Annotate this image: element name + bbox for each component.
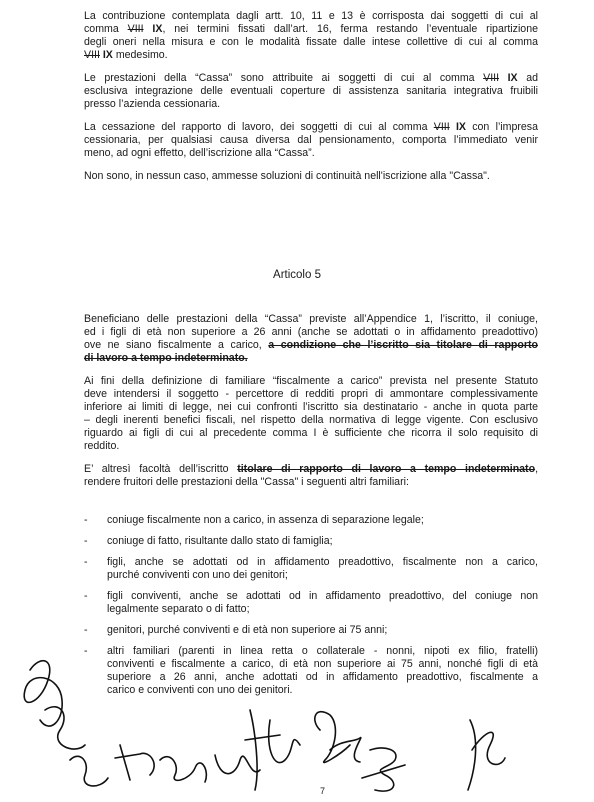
signature-2 xyxy=(115,745,154,780)
list-dash: - xyxy=(84,556,88,568)
text-line: Ai fini della definizione di familiare “fiscalmente a carico” prevista nel presente Statuto xyxy=(84,375,538,387)
text-line: Beneficiano delle prestazioni della “Cassa” previste all’Appendice 1, l’iscritto, il coniuge, xyxy=(84,313,538,325)
signature-3 xyxy=(245,710,280,790)
inserted-text: IX xyxy=(507,72,518,84)
list-item-text xyxy=(107,590,538,616)
text-line: genitori, purché conviventi e di età non superiore ai 75 anni; xyxy=(107,624,388,636)
text-line: figli conviventi, anche se adottati od in affidamento preadottivo, del coniuge non xyxy=(107,590,538,602)
text-line: riguardo ai figli di cui al precedente comma I è sufficiente che ricorra il solo requisito di xyxy=(84,427,538,439)
text-run: con l’impresa xyxy=(465,121,538,133)
text-line: superiore a 26 anni, anche adottati od in affidamento preadottivo, fiscalmente a xyxy=(107,671,538,683)
list-dash: - xyxy=(84,624,88,636)
deleted-text: VIII xyxy=(127,23,144,35)
text-line: carico e conviventi con uno dei genitori. xyxy=(107,684,293,696)
deleted-text: VIII xyxy=(483,72,500,84)
text-run: Le prestazioni della “Cassa” sono attribuite ai soggetti di cui al comma xyxy=(84,72,484,84)
text-line: legalmente separato o di fatto; xyxy=(107,603,250,615)
text-line: reddito. xyxy=(84,440,120,452)
list-item xyxy=(84,535,538,548)
signature-1 xyxy=(24,661,62,726)
list-item xyxy=(84,590,538,616)
text-line: conviventi e fiscalmente a carico, di età non superiore ai 75 anni, nonché figli di età xyxy=(107,658,538,670)
deleted-text: titolare di rapporto di lavoro a tempo indeterminato xyxy=(237,463,536,475)
inserted-text: IX xyxy=(455,121,466,133)
text-line: cessionaria, per qualsiasi causa diversa dal pensionamento, comporta l’immediato venir xyxy=(84,134,538,146)
text-line xyxy=(84,23,538,36)
paragraph xyxy=(84,72,538,111)
paragraph xyxy=(84,170,538,183)
article-paragraphs xyxy=(84,313,538,499)
list-item xyxy=(84,514,538,527)
list-item-text xyxy=(107,514,538,527)
paragraph xyxy=(84,313,538,365)
signature-4 xyxy=(315,712,350,763)
list-dash: - xyxy=(84,535,88,547)
list-item-text xyxy=(107,624,538,637)
list-item xyxy=(84,556,538,582)
text-line: – degli inerenti benefici fiscali, nel rispetto della normativa di legge vigente. Con esclusivo xyxy=(84,414,538,426)
text-line xyxy=(84,49,538,62)
paragraph xyxy=(84,10,538,62)
inserted-text: IX xyxy=(152,23,163,35)
text-line: ed i figli di età non superiore a 26 anni (anche se adottati o in affidamento preadottivo) xyxy=(84,326,538,338)
article-title: Articolo 5 xyxy=(273,269,321,281)
text-line xyxy=(84,339,538,352)
deleted-text: di lavoro a tempo indeterminato. xyxy=(84,352,248,364)
text-line: altri familiari (parenti in linea retta o collaterale - nonni, nipoti ex filio, fratelli) xyxy=(107,645,538,657)
deleted-text: a condizione che l’iscritto sia titolare di rapporto xyxy=(268,339,538,351)
text-line: deve intendersi il soggetto - percettore di redditi propri di ammontare complessivamente xyxy=(84,388,538,400)
signatures-scribble xyxy=(0,650,594,800)
text-line xyxy=(84,463,538,476)
text-line: degli oneri nella misura e con le modalità fissate dalle intese collettive di cui al comma xyxy=(84,36,538,48)
text-line: rendere fruitori delle prestazioni della "Cassa" i seguenti altri familiari: xyxy=(84,476,409,488)
text-line: esclusiva integrazione delle eventuali coperture di assistenza sanitaria integrativa fruibili xyxy=(84,85,538,97)
list-item-text xyxy=(107,556,538,582)
text-run xyxy=(499,72,508,84)
text-line: La contribuzione contemplata dagli artt. 10, 11 e 13 è corrisposta dai soggetti di cui al xyxy=(84,10,538,22)
text-line xyxy=(84,352,538,365)
text-line: Non sono, in nessun caso, ammesse soluzioni di continuità nell'iscrizione alla "Cassa". xyxy=(84,170,490,182)
text-line: figli, anche se adottati od in affidamento preadottivo, fiscalmente non a carico, xyxy=(107,556,538,568)
text-line: coniuge di fatto, risultante dallo stato di famiglia; xyxy=(107,535,333,547)
text-run: ad xyxy=(517,72,538,84)
text-line xyxy=(84,121,538,134)
signature-6 xyxy=(468,720,505,790)
text-run: E’ altresì facoltà dell’iscritto xyxy=(84,463,238,475)
list-dash: - xyxy=(84,590,88,602)
text-run: , nei termini fissati dall’art. 16, ferma restando l’eventuale ripartizione xyxy=(162,23,538,35)
page-number: 7 xyxy=(320,786,326,796)
deleted-text: VIII xyxy=(433,121,450,133)
paragraph xyxy=(84,121,538,160)
text-run: , xyxy=(535,463,538,475)
intro-paragraphs xyxy=(84,10,538,193)
text-run: comma xyxy=(84,23,128,35)
list-item-text xyxy=(107,535,538,548)
text-line: inferiore ai limiti di legge, nei cui confronti l’iscritto sia destinatario - anche in quota parte xyxy=(84,401,538,413)
text-line xyxy=(84,72,538,85)
inserted-text: IX xyxy=(102,49,113,61)
list-item xyxy=(84,624,538,637)
text-run: La cessazione del rapporto di lavoro, dei soggetti di cui al comma xyxy=(84,121,434,133)
deleted-text: VIII xyxy=(84,49,100,61)
paragraph xyxy=(84,375,538,453)
text-line: coniuge fiscalmente non a carico, in assenza di separazione legale; xyxy=(107,514,424,526)
text-line: purché conviventi con uno dei genitori; xyxy=(107,569,288,581)
text-line: presso l’azienda cessionaria. xyxy=(84,98,221,110)
paragraph xyxy=(84,463,538,489)
text-run: medesimo. xyxy=(112,49,168,61)
list-dash: - xyxy=(84,514,88,526)
list-dash: - xyxy=(84,645,88,657)
text-run: ove ne siano fiscalmente a carico, xyxy=(84,339,269,351)
text-line: meno, ad ogni effetto, dell’iscrizione alla “Cassa”. xyxy=(84,147,315,159)
